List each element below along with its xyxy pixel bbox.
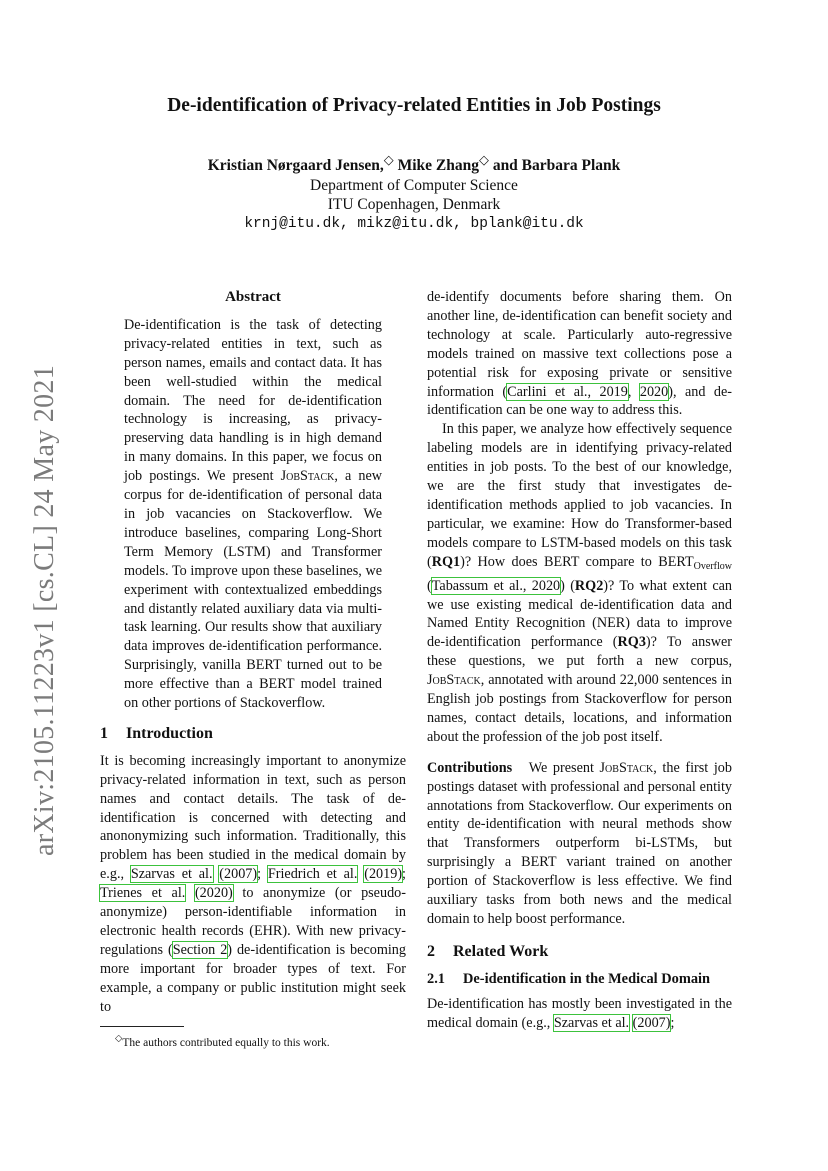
rq-text-6: )? To answer these questions, we put forth a new corpus, xyxy=(427,634,732,670)
intro-text-2: ; xyxy=(257,866,268,883)
rq-text-2: )? How does BERT compare to BERT xyxy=(460,553,694,570)
intro-text-1: It is becoming increasingly important to anonymize privacy-related information in text, such as person names and contact details. The task of de-identification is concerned with detecting and anononymizing such information. Traditionally, this problem has been studied in the medical domain by e.g., xyxy=(100,752,406,883)
related-text-1: De-identification has mostly been investigated in the medical domain (e.g., xyxy=(427,995,732,1031)
citation-link[interactable]: Szarvas et al. xyxy=(130,866,213,883)
citation-link[interactable]: Trienes et al. xyxy=(100,885,186,902)
intro-text-3: ; xyxy=(402,866,406,883)
abstract-text-part-1: De-identification is the task of detecting privacy-related entities in text, such as person names, emails and contact data. It has been well-studied within the medical domain. The need for de-identification technology is increasing, as privacy-preserving data handling is in high demand in many domains. In this paper, we focus on job postings. We present xyxy=(124,316,382,485)
subsection-title: De-identification in the Medical Domain xyxy=(463,970,711,987)
affiliation-institution: ITU Copenhagen, Denmark xyxy=(327,196,501,214)
section-number: 1 xyxy=(100,724,108,742)
footnote xyxy=(100,1032,406,1050)
left-column xyxy=(100,288,406,1049)
contributions-paragraph xyxy=(427,759,732,929)
author-names xyxy=(0,150,828,176)
related-work-paragraph xyxy=(427,995,732,1033)
abstract-body xyxy=(124,316,382,713)
arxiv-identifier xyxy=(20,350,70,870)
subsection-number: 2.1 xyxy=(427,970,445,987)
section-heading-related-work xyxy=(427,943,732,962)
equal-contribution-mark: ◇ xyxy=(383,152,394,167)
rq2-label: RQ2 xyxy=(574,577,604,594)
author-1: Kristian Nørgaard Jensen, xyxy=(207,157,384,175)
citation-year-link[interactable]: (2020) xyxy=(194,885,233,902)
intro-text-4: to anonymize (or pseudo-anonymize) person-identifiable information in electronic health records (EHR). With new privacy-regulations ( xyxy=(100,885,406,958)
paper-title: De-identification of Privacy-related Entities in Job Postings xyxy=(167,95,661,116)
citation-link[interactable]: Carlini et al., 2019 xyxy=(507,383,628,400)
rq-text-4: ) ( xyxy=(560,577,575,594)
affiliation-department: Department of Computer Science xyxy=(310,176,518,194)
intro-cont-text-1: de-identify documents before sharing them. On another line, de-identification can benefit society and technology at scale. Particularly auto-regressive models trained on massive text collections pose a potential risk for exposing private or sensitive information ( xyxy=(427,289,732,400)
subsection-heading-medical xyxy=(427,970,732,989)
author-3: and Barbara Plank xyxy=(492,157,621,175)
research-questions-paragraph xyxy=(427,420,732,746)
rq-text-5: )? To what extent can we use existing medical de-identification data and Named Entity Recognition (NER) data to improve de-identification performance ( xyxy=(427,577,733,651)
footnote-text: The authors contributed equally to this work. xyxy=(122,1036,330,1049)
contrib-text-1: We present xyxy=(528,759,600,776)
footnote-rule xyxy=(100,1026,184,1027)
section-title: Related Work xyxy=(453,942,549,960)
jobstack-name: JobStack xyxy=(280,468,335,485)
abstract-heading: Abstract xyxy=(225,289,281,305)
citation-year-link[interactable]: (2007) xyxy=(632,1014,671,1031)
citation-link[interactable]: 2020 xyxy=(639,383,669,400)
rq-text-3: ( xyxy=(427,577,432,594)
abstract-text xyxy=(124,316,382,713)
rq-text-1: In this paper, we analyze how effectively sequence labeling models are in identifying privacy-related entities in job posts. To the best of our knowledge, we are the first study that investigates de-identification methods applied to job vacancies. In particular, we examine: How do Transformer-based models compare to LSTM-based models on this task ( xyxy=(427,421,732,570)
abstract-text-part-2: , a new corpus for de-identification of personal data in job vacancies on Stackoverflow. We introduce baselines, comparing Long-Short Term Memory (LSTM) and Transformer models. To improve upon these baselines, we experiment with contextualized embeddings and distantly related auxiliary data via multi-task learning. Our results show that auxiliary data improves de-identification performance. Surprisingly, vanilla BERT turned out to be more effective than a BERT model trained on other portions of Stackoverflow. xyxy=(124,468,383,712)
section-heading-introduction xyxy=(100,725,406,744)
section-number: 2 xyxy=(427,942,435,960)
section-title: Introduction xyxy=(126,724,213,742)
right-column xyxy=(427,288,732,1033)
contrib-text-2: , the first job postings dataset with professional and personal entity annotations from Stackoverflow. Our experiments on entity de-identification with neural methods show that Transformers outperform bi-LSTMs, but surprisingly a BERT variant trained on another portion of Stackoverflow is less effective. We find auxiliary tasks from both news and the medical domain to help boost performance. xyxy=(427,759,732,927)
rq-text-7: , annotated with around 22,000 sentences in English job postings from Stackoverflow for person names, contact details, locations, and information about the profession of the job post itself. xyxy=(427,672,732,745)
author-emails: krnj@itu.dk, mikz@itu.dk, bplank@itu.dk xyxy=(244,215,584,232)
author-2: Mike Zhang xyxy=(397,157,479,175)
rq3-label: RQ3 xyxy=(617,634,646,651)
citation-link[interactable]: Szarvas et al. xyxy=(553,1014,630,1031)
bert-overflow-subscript: Overflow xyxy=(693,560,732,572)
intro-continued-paragraph xyxy=(427,288,732,420)
footnote-mark: ◇ xyxy=(115,1032,123,1044)
intro-text-5: ) de-identification is becoming more important for broader types of text. For example, a company or public institution might seek to xyxy=(100,941,406,1015)
introduction-paragraph xyxy=(100,752,406,1017)
jobstack-name: JobStack xyxy=(599,759,654,776)
citation-separator: , xyxy=(627,383,640,400)
rq1-label: RQ1 xyxy=(431,553,461,570)
author-block xyxy=(0,150,828,234)
jobstack-name: JobStack xyxy=(427,672,481,689)
arxiv-stamp-text: arXiv:2105.11223v1 [cs.CL] 24 May 2021 xyxy=(29,364,60,856)
related-text-2: ; xyxy=(670,1014,675,1031)
paragraph-gap xyxy=(427,747,732,759)
citation-link[interactable]: Tabassum et al., 2020 xyxy=(431,577,561,594)
contributions-heading: Contributions xyxy=(427,759,513,776)
citation-year-link[interactable]: (2019) xyxy=(364,866,403,883)
citation-link[interactable]: Friedrich et al. xyxy=(267,866,358,883)
section-reference-link[interactable]: Section 2 xyxy=(172,941,228,958)
intro-cont-text-2: ), and de-identification can be one way to address this. xyxy=(427,383,732,419)
citation-year-link[interactable]: (2007) xyxy=(219,866,258,883)
equal-contribution-mark: ◇ xyxy=(479,152,489,167)
